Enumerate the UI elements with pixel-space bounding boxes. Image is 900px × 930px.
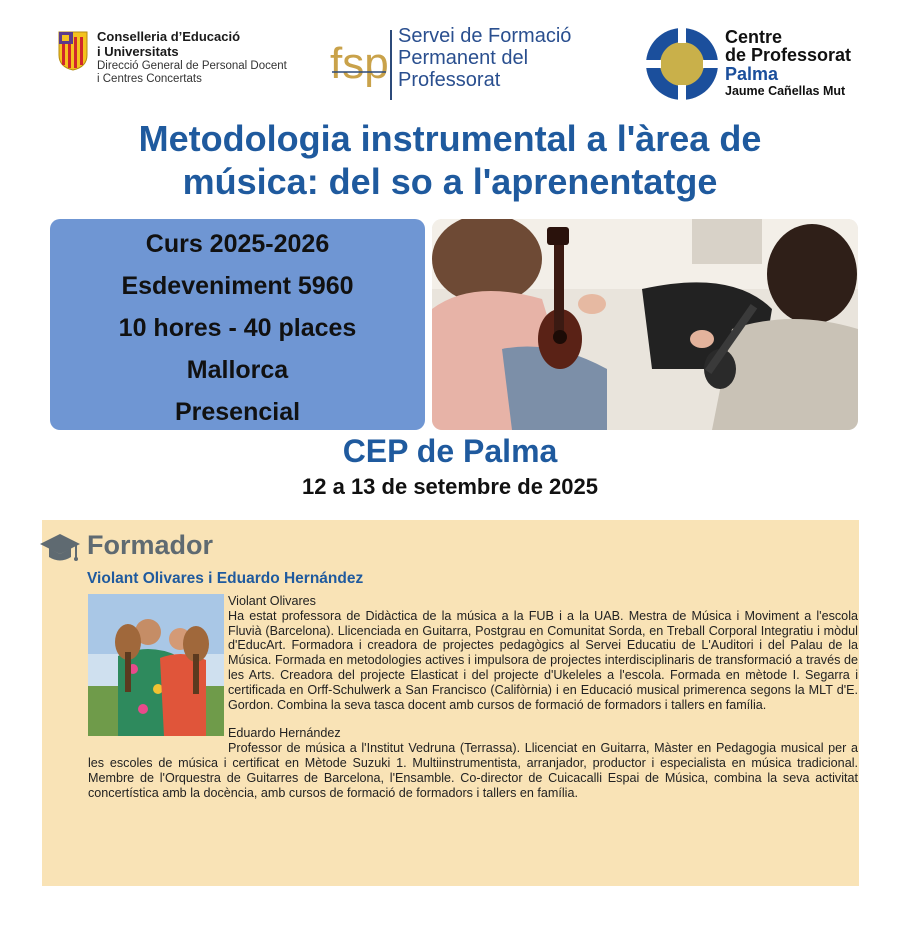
modality: Presencial (174, 398, 301, 426)
ukulele-students-photo (432, 219, 858, 430)
course-info-box (50, 219, 425, 430)
course-dates: 12 a 13 de setembre de 2025 (302, 474, 598, 499)
fsp-logo (330, 26, 388, 104)
course-year: Curs 2025-2026 (145, 230, 330, 258)
trainer2-bio: Professor de música a l'Institut Vedruna (Terrassa). Llicenciat en Guitarra, Màster en Pedagogia musical per a les escoles de música i certificat en Mètode Suzuki 1. Multiinstrumentista, arranjador, productor i especialista en música tradicional. Membre de l'Orquestra de Guitarres de Barcelona, l'Ensamble. Co-director de Cuicacalli Espai de Música, combina la seva activitat concertística amb la docència, amb cursos de formació de formadors i tallers en família. (88, 741, 858, 800)
fsp-logo-text: fsp (330, 39, 388, 88)
government-name-block (97, 30, 317, 86)
government-name-line2: i Universitats (97, 43, 179, 59)
trainer-bio (88, 594, 858, 800)
cep-name-block (725, 28, 875, 98)
balearic-government-logo (58, 31, 88, 71)
fsp-divider (390, 30, 392, 100)
location-island: Mallorca (186, 356, 289, 384)
trainer1-bio: Ha estat professora de Didàctica de la música a la FUB i a la UAB. Mestra de Música i Moviment a l'escola Fluvià (Barcelona). Llicenciada en Guitarra, Postgrau en Comunitat Sorda, en Treball Corporal Integratiu i mòdul d'EducArt. Formadora i creadora de projectes pedagògics al Servei Educatiu de L'Auditori i del Palau de la Música. Formada en metodologies actives i impulsora de projectes interdisciplinaris de transformació a través de les Arts. Creadora del projecte Elasticat i del projecte d'Ukeleles a l'escola. Formada en mètode I. Segarra i certificada en Orff-Schulwerk a San Francisco (Califòrnia) i en Educació musical primerenca segons la MLT d'E. Gordon. Combina la seva tasca docent amb cursos de formació de formadors i tallers en família. (228, 608, 858, 712)
cep-line2: de Professorat (725, 45, 852, 66)
government-name-line1: Conselleria d’Educació (97, 29, 241, 44)
course-title-line2: música: del so a l'aprenentatge (182, 161, 718, 203)
cep-line1: Centre (725, 27, 783, 47)
event-number: Esdeveniment 5960 (121, 272, 354, 300)
government-sub-line1: Direcció General de Personal Docent (97, 59, 287, 72)
trainer-section-heading: Formador (87, 530, 214, 560)
venue: CEP de Palma (342, 433, 558, 469)
fsp-name-block (398, 25, 598, 91)
trainer-names: Violant Olivares i Eduardo Hernández (87, 570, 364, 587)
cep-line4: Jaume Cañellas Mut (725, 84, 846, 99)
trainer2-name: Eduardo Hernández (228, 726, 341, 741)
course-title-line1: Metodologia instrumental a l'àrea de (138, 118, 762, 159)
graduation-cap-icon (40, 530, 80, 566)
government-sub-line2: i Centres Concertats (97, 73, 202, 86)
fsp-line1: Servei de Formació (398, 25, 572, 47)
fsp-line3: Professorat (398, 69, 501, 91)
cep-palma-logo (645, 27, 719, 101)
trainer-photo (88, 594, 228, 742)
course-title (40, 117, 860, 203)
fsp-line2: Permanent del (398, 47, 529, 69)
cep-line3: Palma (725, 63, 779, 84)
trainer1-name: Violant Olivares (228, 594, 316, 608)
hours-places: 10 hores - 40 places (118, 314, 357, 342)
